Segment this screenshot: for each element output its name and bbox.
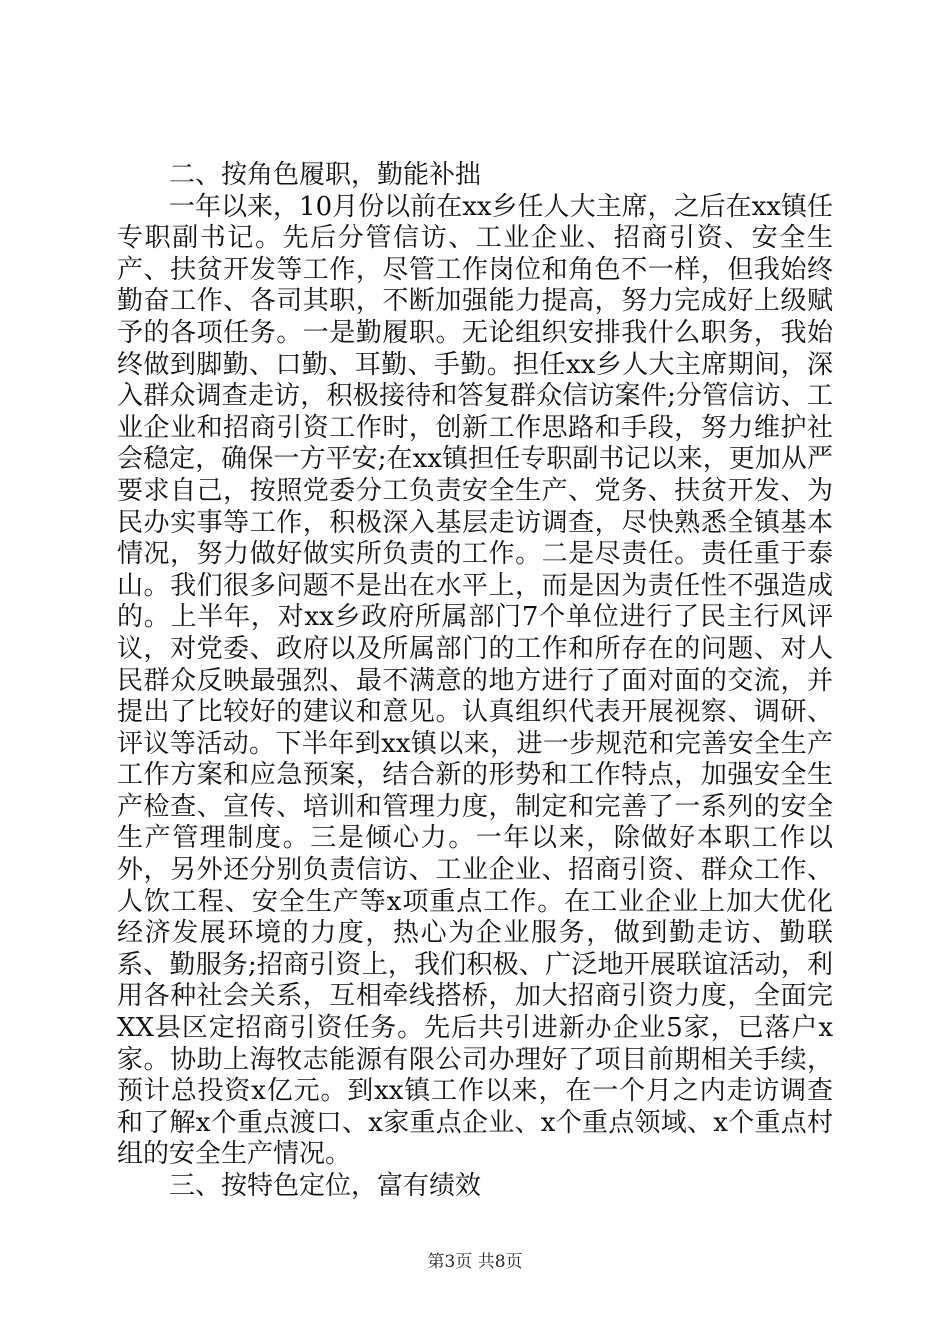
document-body — [117, 160, 833, 1203]
section-heading-three: 三、按特色定位，富有绩效 — [169, 1171, 482, 1201]
section-heading-two: 二、按角色履职，勤能补拙 — [169, 160, 482, 190]
page-footer: 第3页 共8页 — [427, 1252, 523, 1272]
body-paragraph: 一年以来，10月份以前在xx乡任人大主席，之后在xx镇任专职副书记。先后分管信访、工业企业、招商引资、安全生产、扶贫开发等工作，尽管工作岗位和角色不一样，但我始终勤奋工作、各司其职，不断加强能力提高，努力完成好上级赋予的各项任务。一是勤履职。无论组织安排我什么职务，我始终做到脚勤、口勤、耳勤、手勤。担任xx乡人大主席期间，深入群众调查走访，积极接待和答复群众信访案件;分管信访、工业企业和招商引资工作时，创新工作思路和手段，努力维护社会稳定，确保一方平安;在xx镇担任专职副书记以来，更加从严要求自己，按照党委分工负责安全生产、党务、扶贫开发、为民办实事等工作，积极深入基层走访调查，尽快熟悉全镇基本情况，努力做好做实所负责的工作。二是尽责任。责任重于泰山。我们很多问题不是出在水平上，而是因为责任性不强造成的。上半年，对xx乡政府所属部门7个单位进行了民主行风评议，对党委、政府以及所属部门的工作和所存在的问题、对人民群众反映最强烈、最不满意的地方进行了面对面的交流，并提出了比较好的建议和意见。认真组织代表开展视察、调研、评议等活动。下半年到xx镇以来，进一步规范和完善安全生产工作方案和应急预案，结合新的形势和工作特点，加强安全生产检查、宣传、培训和管理力度，制定和完善了一系列的安全生产管理制度。三是倾心力。一年以来，除做好本职工作以外，另外还分别负责信访、工业企业、招商引资、群众工作、人饮工程、安全生产等x项重点工作。在工业企业上加大优化经济发展环境的力度，热心为企业服务，做到勤走访、勤联系、勤服务;招商引资上，我们积极、广泛地开展联谊活动，利用各种社会关系，互相牵线搭桥，加大招商引资力度，全面完XX县区定招商引资任务。先后共引进新办企业5家，已落户x家。协助上海牧志能源有限公司办理好了项目前期相关手续，预计总投资x亿元。到xx镇工作以来，在一个月之内走访调查和了解x个重点渡口、x家重点企业、x个重点领域、x个重点村组的安全生产情况。 — [117, 191, 833, 1170]
